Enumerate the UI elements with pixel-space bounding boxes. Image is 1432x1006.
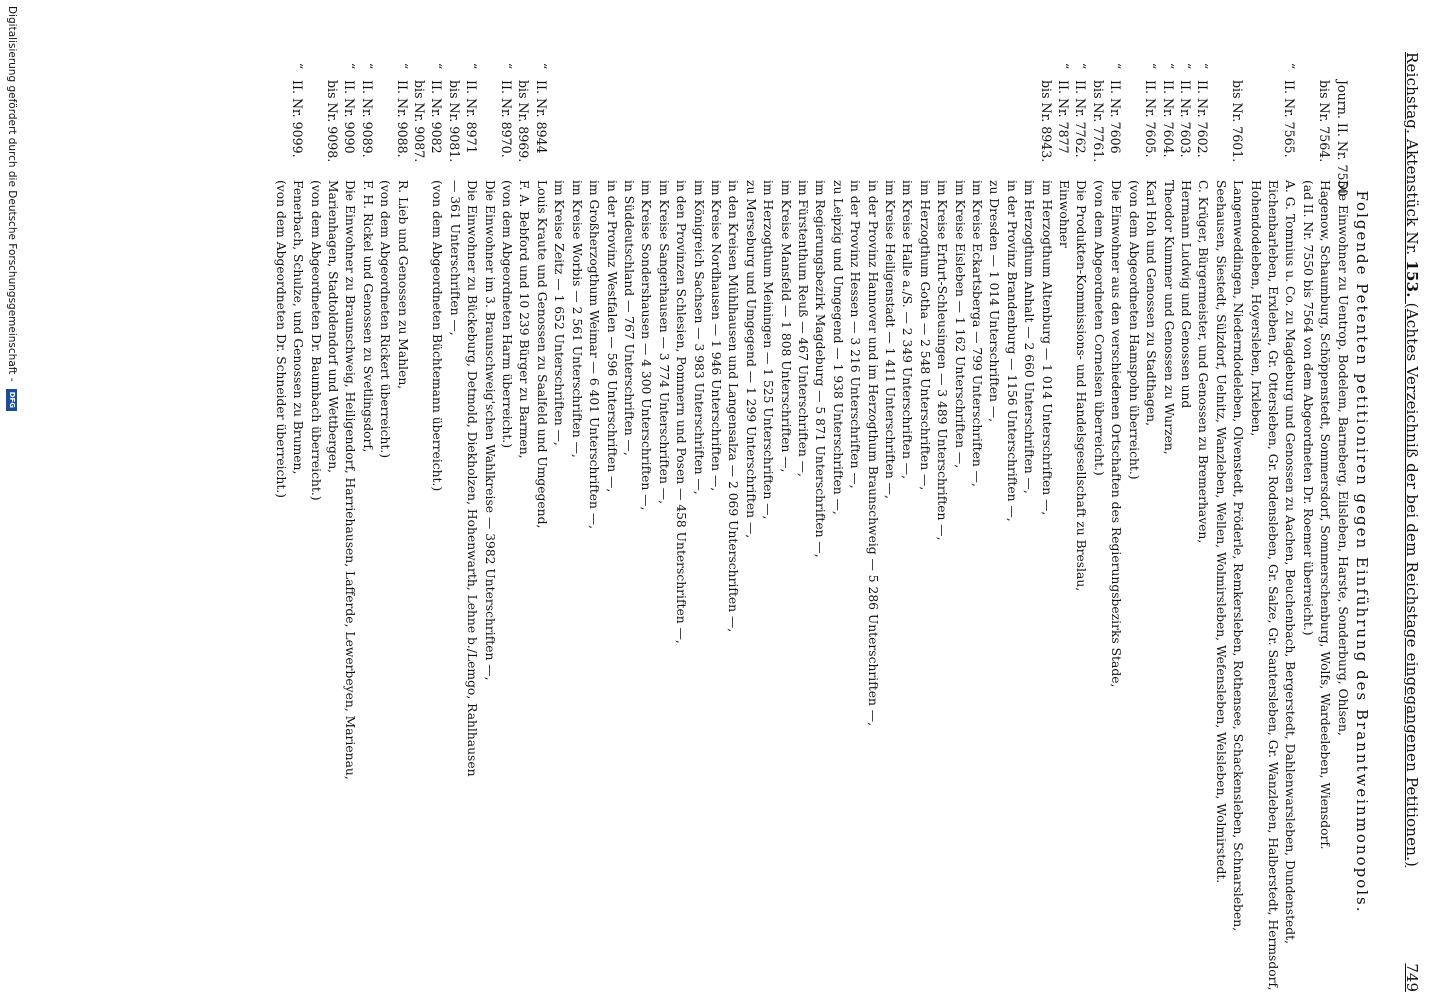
journal-reference bbox=[550, 80, 567, 180]
petition-row bbox=[689, 52, 706, 992]
ditto-mark bbox=[724, 52, 741, 80]
journal-reference bbox=[602, 80, 619, 180]
ditto-mark bbox=[846, 52, 863, 80]
petition-row bbox=[1124, 52, 1141, 992]
petition-list bbox=[271, 52, 1350, 992]
petition-text: im Regierungsbezirk Magdeburg — 5 871 Unterschriften —, bbox=[813, 180, 828, 558]
petition-text: Hermann Ludwig und Genossen und bbox=[1178, 180, 1193, 409]
journal-reference bbox=[846, 80, 863, 180]
petition-text: F. H. Rickel und Genossen zu Svetlingsdorf, bbox=[360, 180, 375, 453]
ditto-mark bbox=[1316, 52, 1333, 80]
petition-text: Fenerbach, Schulze, und Genossen zu Brumen, bbox=[291, 180, 306, 475]
petition-text: Die Einwohner zu Braunschweig, Heiligendorf, Harriehausen, Lafferde, Lewerbeyen, Marienau, bbox=[343, 180, 358, 780]
journal-reference bbox=[306, 80, 323, 180]
section-heading: Folgende Petenten petitioniren gegen Einführung des Branntweinmonopols. bbox=[1353, 190, 1371, 914]
petition-row bbox=[1107, 52, 1124, 992]
petition-row bbox=[828, 52, 845, 992]
petition-text: Die Produkten-Kommissions- und Handelsgesellschaft zu Breslau, bbox=[1074, 180, 1089, 592]
ditto-mark bbox=[654, 52, 671, 80]
ditto-mark: “ bbox=[1144, 62, 1159, 70]
journal-reference: II. Nr. 7877 bbox=[1056, 80, 1072, 154]
petition-text: Die Einwohner im 3. Braunschweig'schen Wahlkreise — 3982 Unterschriften —, bbox=[482, 180, 497, 681]
petition-row bbox=[1246, 52, 1298, 992]
petition-text: Marienhagen, Stadtoldendorf und Wettbergen, bbox=[326, 180, 341, 474]
petition-text: zu Leipzig und Umgegend — 1 938 Unterschriften —, bbox=[830, 180, 845, 515]
petition-row bbox=[759, 52, 776, 992]
petition-text: (von dem Abgeordneten Harm überreicht.) bbox=[500, 180, 515, 448]
journal-reference: bis Nr. 9081. bbox=[446, 80, 462, 163]
petition-row bbox=[776, 52, 793, 992]
ditto-mark: “ bbox=[395, 62, 410, 70]
petition-text: zu Merseburg und Umgegend — 1 299 Unterschriften —, bbox=[743, 180, 758, 539]
footer-text: Digitalisierung gefördert durch die Deutsche Forschungsgemeinschaft - bbox=[6, 6, 18, 382]
petition-row bbox=[863, 52, 880, 992]
journal-reference bbox=[759, 80, 776, 180]
petition-row bbox=[933, 52, 950, 992]
petition-text: im Herzogthum Meiningen — 1 525 Unterschriften —, bbox=[761, 180, 776, 520]
journal-reference bbox=[881, 80, 898, 180]
petition-text: (von dem Abgeordneten Rickert überreicht.) bbox=[378, 180, 393, 459]
petition-row bbox=[1002, 52, 1019, 992]
petition-text: zu Dresden — 1 014 Unterschriften —, bbox=[987, 180, 1002, 423]
journal-reference bbox=[724, 80, 741, 180]
journal-reference: II. Nr. 7602. bbox=[1195, 80, 1211, 158]
ditto-mark: “ bbox=[1057, 62, 1072, 70]
journal-reference: II. Nr. 9088. bbox=[394, 80, 410, 158]
ditto-mark bbox=[968, 52, 985, 80]
page-header bbox=[1396, 52, 1420, 992]
petition-row bbox=[306, 52, 323, 992]
petition-row bbox=[533, 52, 550, 992]
petition-row bbox=[1177, 52, 1194, 992]
petition-text: in Süddeutschland — 767 Unterschriften —, bbox=[621, 180, 636, 456]
ditto-mark: “ bbox=[500, 62, 515, 70]
journal-reference bbox=[811, 80, 828, 180]
petition-text: Theodor Kummer und Genossen zu Wurzen, bbox=[1161, 180, 1176, 455]
ditto-mark: “ bbox=[291, 62, 306, 70]
journal-reference bbox=[707, 80, 724, 180]
ditto-mark bbox=[1020, 52, 1037, 80]
ditto-mark bbox=[759, 52, 776, 80]
journal-reference: II. Nr. 7565. bbox=[1282, 80, 1298, 158]
ditto-mark bbox=[1298, 52, 1315, 80]
ditto-mark bbox=[271, 52, 288, 80]
journal-reference: II. Nr. 9082 bbox=[429, 80, 445, 154]
journal-reference bbox=[620, 80, 637, 180]
journal-reference: II. Nr. 9099. bbox=[290, 80, 306, 158]
journal-reference bbox=[637, 80, 654, 180]
petition-text: in den Kreisen Mühlhausen und Langensalza — 2 069 Unterschriften —, bbox=[726, 180, 741, 633]
petition-row bbox=[463, 52, 480, 992]
petition-row bbox=[811, 52, 828, 992]
ditto-mark bbox=[324, 52, 341, 80]
petition-row bbox=[620, 52, 637, 992]
petition-text: im Kreise Erfurt-Schleusingen — 3 489 Unterschriften —, bbox=[935, 180, 950, 541]
digitization-footer bbox=[6, 0, 18, 1006]
petition-row bbox=[672, 52, 689, 992]
petition-row bbox=[1020, 52, 1037, 992]
ditto-mark bbox=[863, 52, 880, 80]
ditto-mark bbox=[828, 52, 845, 80]
ditto-mark: “ bbox=[465, 62, 480, 70]
petition-row bbox=[1142, 52, 1159, 992]
petition-text: im Königreich Sachsen — 3 983 Unterschriften —, bbox=[691, 180, 706, 495]
petition-text: im Fürstenthum Reuß — 467 Unterschriften —, bbox=[796, 180, 810, 477]
ditto-mark bbox=[881, 52, 898, 80]
petition-row bbox=[898, 52, 915, 992]
petition-row bbox=[428, 52, 445, 992]
petition-row bbox=[794, 52, 811, 992]
petition-text: Die Einwohner aus den verschiedenen Ortschaften des Regierungsbezirks Stade, bbox=[1109, 180, 1124, 688]
petition-text: im Kreise Sondershausen — 4 300 Unterschriften —, bbox=[639, 180, 654, 511]
petition-text: Die Einwohner zu Bückeburg, Detmold, Diekholzen, Hohenwarth, Lehne b./Lemgo, Rahlhausen bbox=[465, 180, 480, 777]
petition-text: im Kreise Sangerhausen — 3 774 Unterschriften —, bbox=[656, 180, 671, 504]
petition-text: (von dem Abgeordneten Hamspohn überreicht.) bbox=[1126, 180, 1141, 480]
petition-text: F. A. Bebford und 10 239 Bürger zu Barmen, bbox=[517, 180, 532, 459]
petition-text: in der Provinz Westfalen — 596 Unterschriften —, bbox=[604, 180, 619, 493]
journal-reference: II. Nr. 8944 bbox=[533, 80, 549, 154]
journal-reference bbox=[863, 80, 880, 180]
ditto-mark bbox=[898, 52, 915, 80]
petition-row bbox=[358, 52, 375, 992]
journal-reference bbox=[1002, 80, 1019, 180]
petition-text: im Kreise Zeitz — 1 652 Unterschriften —, bbox=[552, 180, 567, 446]
petition-row bbox=[637, 52, 654, 992]
journal-reference: II. Nr. 7762. bbox=[1073, 80, 1089, 158]
petition-text: A. G. Tomnius u. Co. zu Magdeburg und Genossen zu Aachen, Beuchenbach, Bergerstedt, Dahlenwarsleben, Dundenstedt, Eichenbarleben, Erxleben, Gr. Ottersleben, Gr. Rodensleben, Gr. Salze, Gr. Santersleben, Gr. Wanzleben, Halberstedt, Hermsdorf, Hohendodeleben, Hoyersleben, Irxleben, bbox=[1248, 180, 1298, 991]
journal-reference: bis Nr. 9087. bbox=[412, 80, 428, 163]
petition-text: Karl Hoh und Genossen zu Stadthagen, bbox=[1144, 180, 1159, 427]
journal-reference bbox=[654, 80, 671, 180]
petition-row bbox=[445, 52, 462, 992]
ditto-mark: “ bbox=[1109, 62, 1124, 70]
petition-row bbox=[707, 52, 724, 992]
ditto-mark bbox=[620, 52, 637, 80]
header-journal: Reichstag. Aktenstück Nr. bbox=[1403, 52, 1421, 256]
journal-reference bbox=[376, 80, 393, 180]
petition-text: im Kreise Eisleben — 1 162 Unterschriften —, bbox=[952, 180, 967, 469]
journal-reference bbox=[567, 80, 584, 180]
petition-row bbox=[550, 52, 567, 992]
journal-reference: II. Nr. 7605. bbox=[1143, 80, 1159, 158]
petition-row bbox=[498, 52, 515, 992]
petition-row bbox=[341, 52, 358, 992]
ditto-mark bbox=[585, 52, 602, 80]
ditto-mark bbox=[1333, 52, 1350, 80]
ditto-mark: “ bbox=[1161, 62, 1176, 70]
dfg-logo-icon: DFG bbox=[7, 389, 18, 411]
ditto-mark: “ bbox=[430, 62, 445, 70]
ditto-mark bbox=[1037, 52, 1054, 80]
journal-reference: II. Nr. 7603. bbox=[1177, 80, 1193, 158]
journal-reference bbox=[898, 80, 915, 180]
petition-row bbox=[915, 52, 932, 992]
petition-row bbox=[985, 52, 1002, 992]
petition-row bbox=[1055, 52, 1072, 992]
ditto-mark bbox=[672, 52, 689, 80]
ditto-mark bbox=[811, 52, 828, 80]
journal-reference bbox=[915, 80, 932, 180]
petition-text: im Kreise Nordhausen — 1 946 Unterschriften —, bbox=[708, 180, 723, 492]
document-body bbox=[271, 52, 1420, 992]
ditto-mark: “ bbox=[1074, 62, 1089, 70]
ditto-mark bbox=[515, 52, 532, 80]
petition-row bbox=[1194, 52, 1211, 992]
journal-reference: II. Nr. 9090 bbox=[342, 80, 358, 154]
journal-reference: bis Nr. 8969. bbox=[516, 80, 532, 163]
petition-row bbox=[1333, 52, 1350, 992]
ditto-mark bbox=[1211, 52, 1246, 80]
journal-reference: bis Nr. 7564. bbox=[1317, 80, 1333, 163]
ditto-mark bbox=[567, 52, 584, 80]
journal-reference bbox=[741, 80, 758, 180]
petition-text: im Herzogthum Altenburg — 1 014 Unterschriften —, bbox=[1039, 180, 1054, 516]
petition-row bbox=[654, 52, 671, 992]
petition-row bbox=[1090, 52, 1107, 992]
petition-row bbox=[271, 52, 288, 992]
petition-row bbox=[289, 52, 306, 992]
petition-text bbox=[411, 180, 428, 992]
ditto-mark: “ bbox=[1196, 62, 1211, 70]
ditto-mark bbox=[1002, 52, 1019, 80]
ditto-mark: “ bbox=[1283, 62, 1298, 70]
petition-row bbox=[741, 52, 758, 992]
petition-row bbox=[515, 52, 532, 992]
petition-text: Louis Kraute und Genossen zu Saalfeld und Umgegend, bbox=[534, 180, 549, 529]
ditto-mark bbox=[480, 52, 497, 80]
petition-text: Die Einwohner zu Uentrop, Bodelem, Barneberg, Eilsleben, Harste, Sonderburg, Ohlsen, bbox=[1335, 180, 1350, 736]
petition-text: im Kreise Heiligenstadt — 1 411 Unterschriften —, bbox=[883, 180, 898, 499]
journal-reference bbox=[480, 80, 497, 180]
journal-reference: II. Nr. 7606 bbox=[1108, 80, 1124, 154]
ditto-mark bbox=[445, 52, 462, 80]
petition-row bbox=[846, 52, 863, 992]
page-number: 749 bbox=[1403, 963, 1421, 992]
petition-row bbox=[968, 52, 985, 992]
petition-text: (von dem Abgeordneten Büchtemann überreicht.) bbox=[430, 180, 445, 492]
journal-reference bbox=[585, 80, 602, 180]
header-left bbox=[1403, 52, 1420, 867]
ditto-mark bbox=[602, 52, 619, 80]
petition-text: (ad II. Nr. 7550 bis 7564 von dem Abgeordneten Dr. Roemer überreicht.) bbox=[1300, 180, 1315, 636]
petition-row bbox=[950, 52, 967, 992]
journal-reference bbox=[271, 80, 288, 180]
petition-row bbox=[480, 52, 497, 992]
journal-reference: II. Nr. 8970. bbox=[499, 80, 515, 158]
ditto-mark bbox=[637, 52, 654, 80]
petition-text: Langenweddingen, Niederndodeleben, Olvenstedt, Pröderle, Remkersleben, Rothensee, Schackensleben, Schnarsleben, Seehausen, Siestedt, Sülzdorf, Uelnitz, Wanzleben, Wellen, Wolmirsleben, Wefensleben, Welsleben, Wolmirstedt. bbox=[1213, 180, 1246, 932]
petition-text: in der Provinz Brandenburg — 1156 Unterschriften —, bbox=[1004, 180, 1019, 522]
ditto-mark bbox=[950, 52, 967, 80]
petition-row bbox=[393, 52, 410, 992]
petition-text: im Großherzogthum Weimar — 6 401 Unterschriften —, bbox=[587, 180, 602, 530]
ditto-mark bbox=[985, 52, 1002, 80]
ditto-mark bbox=[376, 52, 393, 80]
journal-reference bbox=[1020, 80, 1037, 180]
journal-reference: II. Nr. 8971 bbox=[464, 80, 480, 154]
petition-text: C. Krüger, Bürgermeister, und Genossen zu Bremerhaven, bbox=[1196, 180, 1211, 544]
journal-reference: Journ. II. Nr. 7550 bbox=[1334, 80, 1350, 197]
petition-text: (von dem Abgeordneten Cornelsen überreicht.) bbox=[1091, 180, 1106, 476]
petition-text: — 361 Unterschriften —, bbox=[447, 180, 462, 336]
journal-reference bbox=[672, 80, 689, 180]
petition-text: im Herzogthum Gotha — 2 548 Unterschriften —, bbox=[917, 180, 932, 491]
petition-row bbox=[567, 52, 584, 992]
petition-row bbox=[1316, 52, 1333, 992]
petition-row bbox=[602, 52, 619, 992]
ditto-mark bbox=[915, 52, 932, 80]
ditto-mark bbox=[306, 52, 323, 80]
journal-reference bbox=[794, 80, 811, 180]
ditto-mark bbox=[550, 52, 567, 80]
ditto-mark bbox=[1124, 52, 1141, 80]
journal-reference: II. Nr. 7604. bbox=[1160, 80, 1176, 158]
journal-reference bbox=[968, 80, 985, 180]
petition-row bbox=[1298, 52, 1315, 992]
petition-row bbox=[411, 52, 428, 992]
ditto-mark bbox=[933, 52, 950, 80]
petition-row bbox=[1037, 52, 1054, 992]
petition-text: in der Provinz Hessen — 3 216 Unterschriften —, bbox=[848, 180, 863, 489]
journal-reference bbox=[776, 80, 793, 180]
journal-reference: II. Nr. 9089. bbox=[359, 80, 375, 158]
journal-reference bbox=[933, 80, 950, 180]
journal-reference bbox=[1298, 80, 1315, 180]
petition-row bbox=[1159, 52, 1176, 992]
ditto-mark: “ bbox=[534, 62, 549, 70]
petition-text: (von dem Abgeordneten Dr. Baumbach überreicht.) bbox=[308, 180, 323, 501]
petition-row bbox=[585, 52, 602, 992]
journal-reference: bis Nr. 8943. bbox=[1038, 80, 1054, 163]
journal-reference: bis Nr. 9098. bbox=[325, 80, 341, 163]
petition-text: im Kreise Worbis — 2 561 Unterschriften —, bbox=[569, 180, 584, 458]
journal-reference bbox=[1124, 80, 1141, 180]
petition-text: im Kreise Eckartsberga — 799 Unterschriften —, bbox=[970, 180, 985, 487]
ditto-mark bbox=[1090, 52, 1107, 80]
header-title: (Achtes Verzeichniß der bei dem Reichstage eingegangenen Petitionen.) bbox=[1403, 302, 1421, 868]
petition-text: im Herzogthum Anhalt — 2 660 Unterschriften —, bbox=[1022, 180, 1037, 494]
petition-row bbox=[881, 52, 898, 992]
petition-row bbox=[1072, 52, 1089, 992]
ditto-mark bbox=[689, 52, 706, 80]
petition-text: im Kreise Halle a./S. — 2 349 Unterschriften —, bbox=[900, 180, 915, 479]
journal-reference bbox=[689, 80, 706, 180]
ditto-mark: “ bbox=[1178, 62, 1193, 70]
ditto-mark: “ bbox=[360, 62, 375, 70]
ditto-mark bbox=[411, 52, 428, 80]
journal-reference bbox=[828, 80, 845, 180]
journal-reference bbox=[950, 80, 967, 180]
petition-text: Hagenow, Schaumburg, Schöppenstedt, Sommersdorf, Sommerschenburg, Wolfs, Wardeeleben, Wiensdorf. bbox=[1318, 180, 1333, 850]
petition-row bbox=[324, 52, 341, 992]
journal-reference bbox=[985, 80, 1002, 180]
ditto-mark bbox=[707, 52, 724, 80]
petition-row bbox=[1211, 52, 1246, 992]
petition-text: Einwohner bbox=[1057, 180, 1072, 248]
ditto-mark bbox=[741, 52, 758, 80]
petition-row bbox=[376, 52, 393, 992]
journal-reference: bis Nr. 7601. bbox=[1230, 80, 1246, 163]
petition-text: R. Lieb und Genossen zu Mahlen, bbox=[395, 180, 410, 390]
petition-row bbox=[724, 52, 741, 992]
ditto-mark: “ bbox=[343, 62, 358, 70]
ditto-mark bbox=[794, 52, 811, 80]
journal-reference: bis Nr. 7761. bbox=[1090, 80, 1106, 163]
petition-text: in der Provinz Hannover und im Herzogthum Braunschweig — 5 286 Unterschriften —, bbox=[865, 180, 880, 727]
petition-text: im Kreise Mansfeld — 1 808 Unterschriften —, bbox=[778, 180, 793, 473]
ditto-mark bbox=[776, 52, 793, 80]
header-number: 153. bbox=[1403, 260, 1421, 298]
petition-text: (von dem Abgeordneten Dr. Schneider überreicht.) bbox=[273, 180, 288, 498]
petition-text: in den Provinzen Schlesien, Pommern und Posen — 458 Unterschriften —, bbox=[674, 180, 689, 644]
